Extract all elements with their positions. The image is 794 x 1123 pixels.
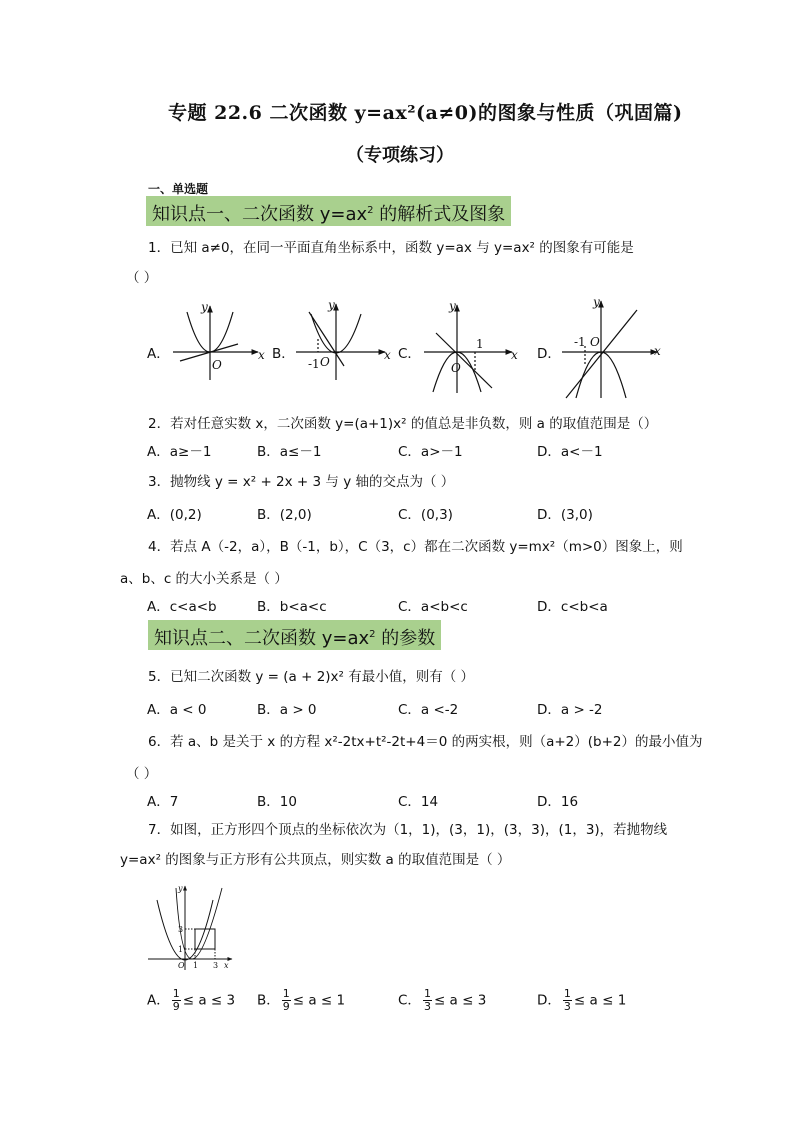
q7-option-c-num: 1 (423, 987, 431, 1000)
q7-option-b-label: B． (257, 992, 280, 1009)
q7-tick-x-1: 1 (193, 961, 199, 970)
kp1-sup: 2 (367, 205, 374, 216)
q1-d-x-label: x (654, 344, 661, 358)
q1-option-b-label: B． (272, 346, 295, 362)
q1-option-a-label: A． (147, 346, 170, 362)
q1-b-y-label: y (328, 298, 335, 312)
q5-option-a: A．a < 0 (147, 702, 207, 718)
question-5-text: 5．已知二次函数 y = (a + 2)x² 有最小值，则有（ ） (148, 669, 475, 685)
q7-option-a-mid: ≤ a ≤ (182, 992, 223, 1009)
q7-option-d-right: 1 (617, 992, 627, 1009)
question-6-line-1: 6．若 a、b 是关于 x 的方程 x²-2tx+t²-2t+4＝0 的两实根，则（a+2）(b+2）的最小值为 (148, 734, 703, 750)
q7-option-c-mid: ≤ a ≤ (433, 992, 474, 1009)
q1-d-y-label: y (593, 295, 600, 309)
q1-b-x-label: x (384, 348, 391, 362)
q7-tick-y-3: 3 (178, 925, 184, 934)
question-3-text: 3．抛物线 y = x² + 2x + 3 与 y 轴的交点为（ ） (148, 474, 455, 490)
q7-option-d-mid: ≤ a ≤ (573, 992, 614, 1009)
question-4-line-1: 4．若点 A（-2，a），B（-1，b），C（3，c）都在二次函数 y=mx²（m>0）图象上，则 (148, 539, 683, 555)
q7-y-label: y (178, 884, 183, 893)
q6-option-b: B．10 (257, 794, 297, 810)
q5-option-b: B．a > 0 (257, 702, 317, 718)
q5-option-c: C．a <-2 (398, 702, 459, 718)
q3-option-a: A．(0,2) (147, 507, 202, 523)
kp1-text-end: 的解析式及图象 (373, 204, 506, 225)
q3-option-c: C．(0,3) (398, 507, 453, 523)
q7-option-c-den: 3 (423, 1000, 431, 1013)
q4-option-c: C．a<b<c (398, 599, 468, 615)
q1-a-y-label: y (201, 300, 208, 314)
question-4-line-2: a、b、c 的大小关系是（ ） (120, 571, 288, 587)
q1-c-y-label: y (449, 299, 456, 313)
q1-a-x-label: x (258, 348, 265, 362)
q7-option-a-label: A． (147, 992, 170, 1009)
q1-c-x-label: x (511, 348, 518, 362)
q3-option-d: D．(3,0) (537, 507, 593, 523)
q4-option-a: A．c<a<b (147, 599, 217, 615)
q7-graph (140, 880, 240, 972)
q7-option-d-label: D． (537, 992, 561, 1009)
q7-option-a-den: 9 (172, 1000, 180, 1013)
q2-option-a: A．a≥－1 (147, 444, 212, 460)
q1-option-c-label: C． (398, 346, 421, 362)
q6-option-c: C．14 (398, 794, 439, 810)
q7-option-a-num: 1 (172, 987, 180, 1000)
q7-tick-y-1: 1 (178, 945, 184, 954)
q4-option-b: B．b<a<c (257, 599, 327, 615)
q7-option-b-mid: ≤ a ≤ (292, 992, 333, 1009)
q7-option-b (257, 988, 345, 1013)
q7-option-c (398, 988, 486, 1013)
q7-option-c-label: C． (398, 992, 421, 1009)
q1-graph-c (424, 305, 512, 393)
question-1-paren: （ ） (126, 270, 158, 286)
question-6-paren: （ ） (126, 766, 158, 782)
q1-option-d-label: D． (537, 346, 561, 362)
q6-option-a: A．7 (147, 794, 179, 810)
question-1-text: 1．已知 a≠0，在同一平面直角坐标系中，函数 y=ax 与 y=ax² 的图象有可能是 (148, 240, 634, 256)
kp2-text-end: 的参数 (375, 628, 436, 649)
q1-b-origin-label: O (320, 355, 330, 369)
q1-graphs (0, 0, 794, 420)
q1-a-origin-label: O (212, 358, 222, 372)
q1-c-origin-label: O (451, 361, 461, 375)
q1-graph-d (562, 301, 657, 398)
q7-option-d (537, 988, 626, 1013)
knowledge-point-2-banner (148, 620, 441, 650)
q2-option-c: C．a>－1 (398, 444, 463, 460)
kp1-text: 知识点一、二次函数 y=ax (152, 204, 368, 225)
q7-option-c-right: 3 (477, 992, 487, 1009)
q4-option-d: D．c<b<a (537, 599, 608, 615)
q7-option-b-right: 1 (336, 992, 346, 1009)
question-7-line-2: y=ax² 的图象与正方形有公共顶点，则实数 a 的取值范围是（ ） (120, 852, 511, 868)
q6-option-d: D．16 (537, 794, 579, 810)
q7-x-label: x (224, 961, 229, 970)
q1-d-origin-label: O (590, 335, 600, 349)
q1-d-neg1-label: -1 (574, 335, 586, 349)
q2-option-b: B．a≤－1 (257, 444, 322, 460)
q7-option-b-den: 9 (282, 1000, 290, 1013)
q5-option-d: D．a > -2 (537, 702, 603, 718)
q7-option-a-right: 3 (226, 992, 236, 1009)
question-7-line-1: 7．如图，正方形四个顶点的坐标依次为（1，1)，(3，1)，(3，3)，(1，3)，若抛物线 (148, 822, 668, 838)
question-2-text: 2．若对任意实数 x，二次函数 y=(a+1)x² 的值总是非负数，则 a 的取值范围是（） (148, 416, 658, 432)
q7-option-a (147, 988, 235, 1013)
q1-b-neg1-label: -1 (308, 357, 320, 371)
q7-tick-x-3: 3 (213, 961, 219, 970)
q2-option-d: D．a<－1 (537, 444, 603, 460)
page-subtitle: （专项练习） (346, 145, 454, 166)
q7-origin-label: O (178, 961, 185, 970)
q7-option-d-den: 3 (563, 1000, 571, 1013)
page-title: 专题 22.6 二次函数 y=ax²(a≠0)的图象与性质（巩固篇) (168, 102, 683, 124)
kp2-text: 知识点二、二次函数 y=ax (154, 628, 370, 649)
kp2-sup: 2 (369, 629, 376, 640)
q7-option-b-num: 1 (282, 987, 290, 1000)
section-heading: 一、单选题 (148, 182, 209, 196)
q3-option-b: B．(2,0) (257, 507, 312, 523)
q7-option-d-num: 1 (563, 987, 571, 1000)
q1-c-one-label: 1 (476, 337, 484, 351)
